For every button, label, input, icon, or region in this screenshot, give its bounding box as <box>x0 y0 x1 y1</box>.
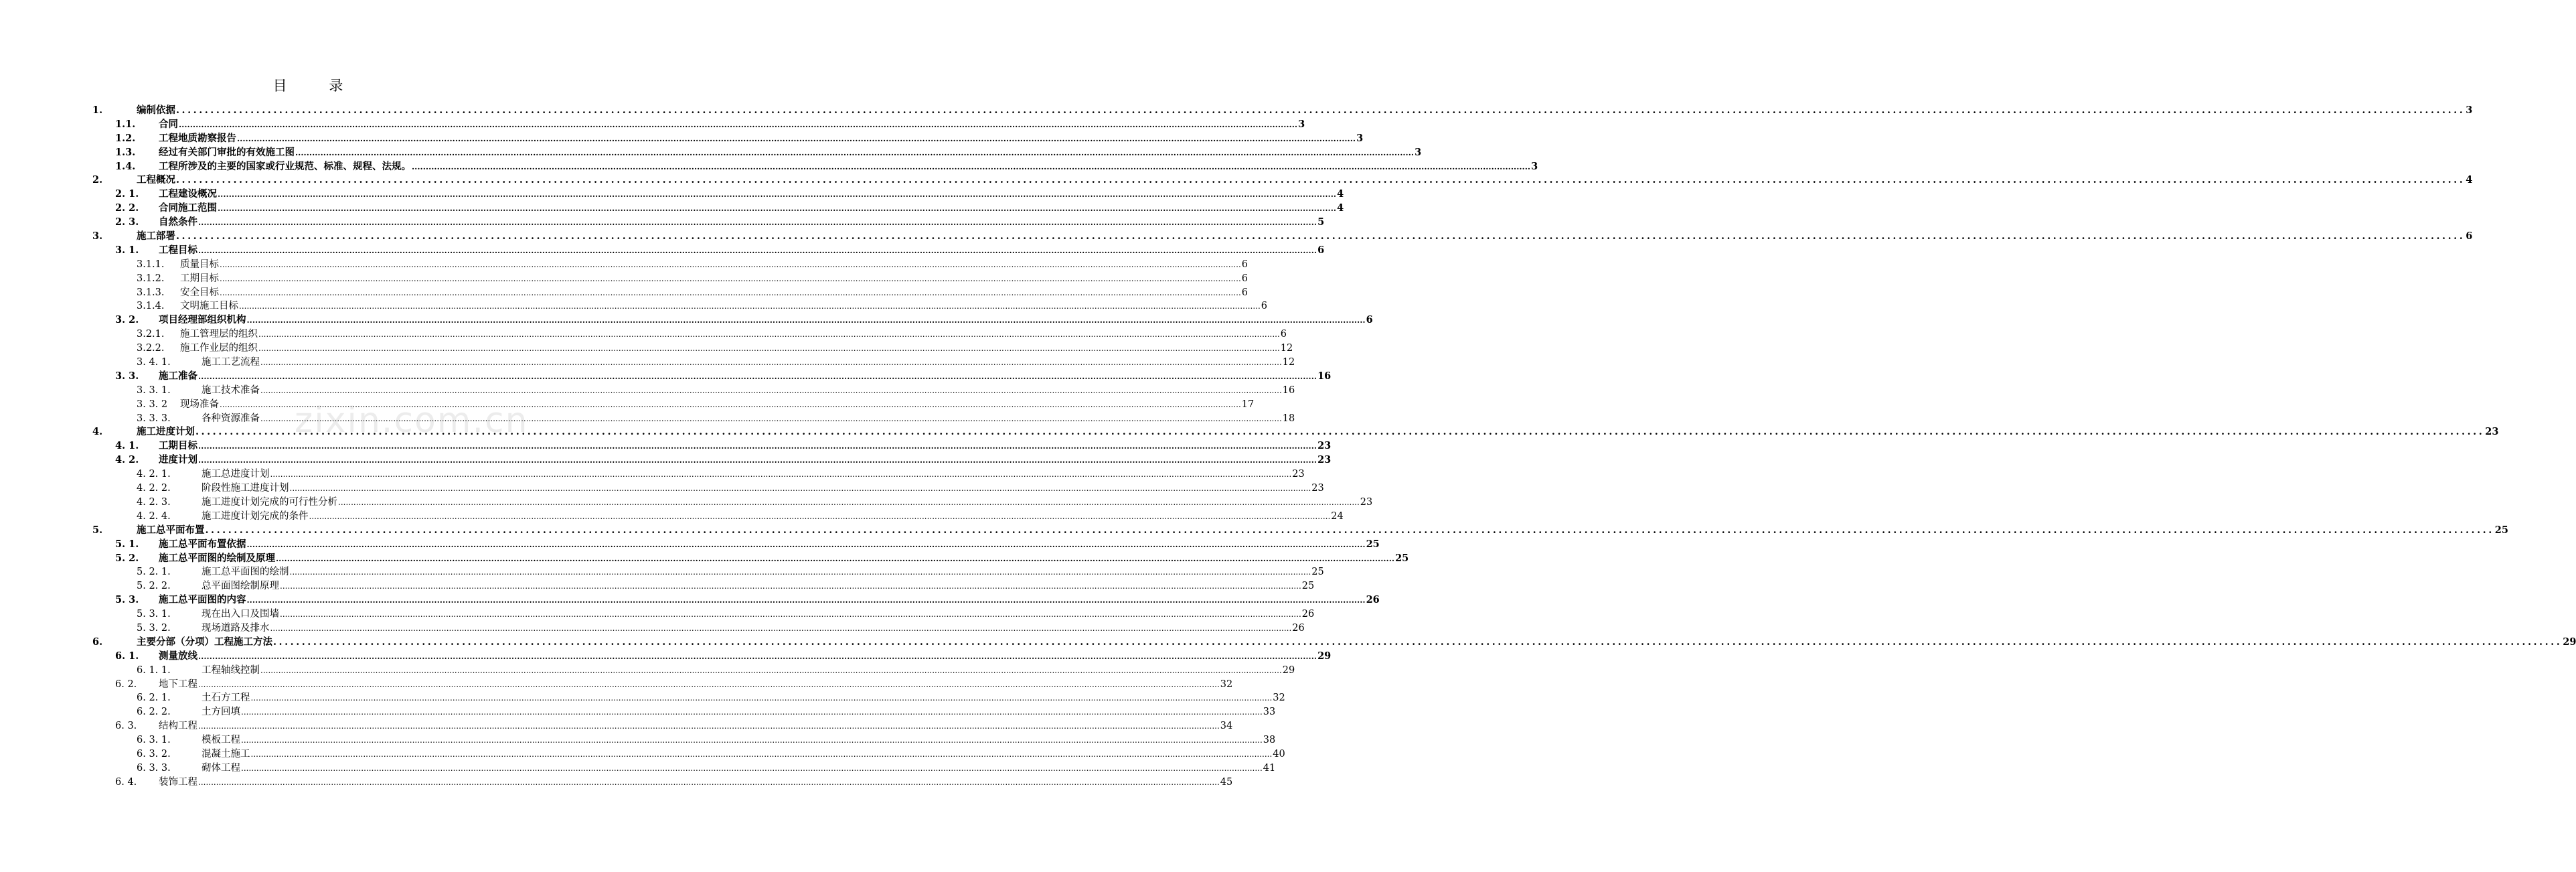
toc-entry-label: 施工总平面图的绘制 <box>202 567 289 578</box>
toc-entry-label: 地下工程 <box>159 678 197 690</box>
toc-dot-leader: ................................................................................................................................................................................................................................................................................................................................................................................................................ <box>289 484 1311 494</box>
toc-dot-leader: ................................................................................................................................................................................................................................................................................................................................................................................................................ <box>260 385 1282 395</box>
toc-entry-line <box>159 650 1332 664</box>
toc-entry-page: 12 <box>1282 357 1295 368</box>
toc-entry-line <box>159 160 1538 174</box>
toc-entry-number: 5. 3. 1. <box>137 609 171 620</box>
toc-entry-page: 5 <box>1317 216 1325 228</box>
toc-entry-line <box>159 370 1332 384</box>
toc-entry[interactable] <box>92 244 1325 258</box>
toc-entry-page: 3 <box>2466 104 2473 116</box>
toc-dot-leader: ................................................................................................................................................................................................................................................................................................................................................................................................................ <box>198 441 1317 451</box>
toc-entry[interactable] <box>92 593 1380 607</box>
toc-entry-page: 23 <box>1311 483 1324 494</box>
toc-entry[interactable] <box>92 705 1276 719</box>
toc-entry-page: 29 <box>1282 664 1295 676</box>
toc-entry[interactable] <box>92 678 1233 692</box>
toc-entry[interactable] <box>92 356 1295 370</box>
toc-entry-line <box>202 761 1276 776</box>
toc-entry-number: 4. 2. 3. <box>137 496 171 508</box>
toc-entry[interactable] <box>92 691 1285 705</box>
toc-dot-leader: ................................................................................................................................................................................................................................................................................................................................................................................................................ <box>237 133 1356 143</box>
toc-entry-label: 现场准备 <box>180 398 219 410</box>
toc-entry-line <box>159 132 1364 146</box>
toc-dot-leader: ................................................................................................................................................................................................................................................................................................................................................................................................................ <box>198 218 1317 228</box>
toc-entry-label: 施工部署 <box>137 230 175 242</box>
toc-entry-page: 6 <box>1366 314 1373 326</box>
toc-dot-leader: ................................................................................................................................................................................................................................................................................................................................................................................................................ <box>198 455 1317 465</box>
toc-entry[interactable] <box>92 733 1276 747</box>
toc-entry-page: 23 <box>1317 440 1332 452</box>
toc-entry-line <box>202 607 1315 622</box>
toc-entry[interactable] <box>92 160 1538 174</box>
toc-entry-line <box>202 733 1276 747</box>
toc-entry[interactable] <box>92 173 2473 188</box>
toc-entry-label: 工期目标 <box>180 273 219 284</box>
toc-entry[interactable] <box>92 188 1344 202</box>
toc-dot-leader: ................................................................................................................................................................................................................................................................................................................................................................................................................ <box>218 204 1337 214</box>
toc-entry[interactable] <box>92 216 1325 230</box>
toc-dot-leader: ................................................................................................................................................................................................................................................................................................................................................................................................................ <box>218 190 1337 200</box>
toc-entry-number: 6. 2. <box>115 678 137 690</box>
toc-entry-label: 施工工艺流程 <box>202 357 260 368</box>
toc-entry[interactable] <box>92 496 1373 510</box>
toc-entry-page: 16 <box>1317 370 1332 382</box>
toc-entry[interactable] <box>92 146 1422 160</box>
toc-entry-line <box>159 453 1332 467</box>
toc-entry-label: 现在出入口及围墙 <box>202 609 279 620</box>
toc-entry-number: 4. 2. <box>115 454 139 466</box>
toc-entry-line <box>202 467 1305 482</box>
toc-entry-page: 25 <box>1395 552 1409 564</box>
toc-entry-number: 3. 3. 1. <box>137 384 171 396</box>
toc-entry-line <box>159 146 1422 160</box>
toc-entry-line <box>159 202 1344 216</box>
toc-entry[interactable] <box>92 118 1305 132</box>
toc-dot-leader: ................................................................................................................................................................................................................................................................................................................................................................................................................ <box>198 679 1220 689</box>
toc-entry-page: 16 <box>1282 384 1295 396</box>
toc-entry[interactable] <box>92 579 1315 593</box>
toc-entry-number: 3.1.2. <box>137 273 165 284</box>
toc-entry[interactable] <box>92 510 1344 524</box>
toc-entry-page: 34 <box>1220 721 1233 732</box>
toc-entry[interactable] <box>92 132 1364 146</box>
toc-entry-label: 质量目标 <box>180 259 219 270</box>
toc-entry-number: 6. <box>92 636 103 648</box>
toc-entry-page: 25 <box>1301 581 1315 592</box>
toc-entry[interactable] <box>92 664 1295 678</box>
toc-dot-leader: ................................................................................................................................................................................................................................................................................................................................................................................................................ <box>270 469 1292 480</box>
toc-entry-number: 3.1.1. <box>137 259 165 270</box>
toc-entry[interactable] <box>92 286 1249 300</box>
table-of-contents <box>92 104 2576 790</box>
toc-entry-label: 现场道路及排水 <box>202 622 270 634</box>
toc-entry-line <box>159 552 1409 566</box>
toc-entry-page: 38 <box>1263 735 1276 746</box>
toc-dot-leader: ................................................................................................................................................................................................................................................................................................................................................................................................................ <box>273 636 2563 648</box>
toc-dot-leader: ................................................................................................................................................................................................................................................................................................................................................................................................................ <box>198 245 1317 255</box>
toc-entry-page: 25 <box>1311 567 1324 578</box>
toc-entry-label: 施工作业层的组织 <box>180 343 258 354</box>
toc-entry-label: 施工管理层的组织 <box>180 329 258 340</box>
toc-entry-number: 3. 3. 2 <box>137 398 168 410</box>
toc-entry-page: 26 <box>1292 622 1305 634</box>
toc-entry-line <box>202 356 1295 370</box>
toc-entry-page: 6 <box>1317 244 1325 256</box>
toc-entry-label: 工程轴线控制 <box>202 664 260 676</box>
toc-entry[interactable] <box>92 370 1332 384</box>
toc-dot-leader: ................................................................................................................................................................................................................................................................................................................................................................................................................ <box>412 161 1531 171</box>
toc-entry-number: 3. 3. 3. <box>137 413 171 424</box>
toc-dot-leader: ................................................................................................................................................................................................................................................................................................................................................................................................................ <box>280 609 1301 620</box>
toc-dot-leader: ................................................................................................................................................................................................................................................................................................................................................................................................................ <box>258 330 1280 340</box>
toc-entry-page: 3 <box>1356 132 1364 144</box>
toc-entry-line <box>202 565 1324 579</box>
toc-dot-leader: ................................................................................................................................................................................................................................................................................................................................................................................................................ <box>220 273 1241 283</box>
toc-entry-line <box>137 636 2576 650</box>
toc-entry-line <box>180 272 1249 286</box>
toc-entry-label: 施工技术准备 <box>202 384 260 396</box>
toc-entry-label: 施工总平面图的内容 <box>159 594 246 606</box>
toc-entry-label: 混凝土施工 <box>202 748 250 759</box>
toc-entry-number: 4. 2. 1. <box>137 469 171 480</box>
toc-entry-line <box>202 579 1315 593</box>
toc-entry-label: 模板工程 <box>202 735 240 746</box>
toc-entry-line <box>159 776 1233 790</box>
toc-entry-page: 40 <box>1273 748 1285 759</box>
toc-entry-number: 3. 2. <box>115 314 139 326</box>
toc-entry[interactable] <box>92 747 1285 761</box>
toc-dot-leader: ................................................................................................................................................................................................................................................................................................................................................................................................................ <box>276 553 1395 563</box>
toc-entry-page: 23 <box>1317 454 1332 466</box>
toc-entry-label: 进度计划 <box>159 454 197 466</box>
toc-entry-number: 5. <box>92 524 103 536</box>
toc-entry[interactable] <box>92 482 1324 496</box>
toc-dot-leader: ................................................................................................................................................................................................................................................................................................................................................................................................................ <box>246 595 1366 605</box>
toc-entry-number: 3. 4. 1. <box>137 357 171 368</box>
toc-dot-leader: ................................................................................................................................................................................................................................................................................................................................................................................................................ <box>198 721 1220 731</box>
toc-dot-leader: ................................................................................................................................................................................................................................................................................................................................................................................................................ <box>338 497 1360 507</box>
toc-entry-page: 6 <box>2466 230 2473 242</box>
toc-entry-number: 5. 2. 1. <box>137 567 171 578</box>
toc-dot-leader: ................................................................................................................................................................................................................................................................................................................................................................................................................ <box>176 230 2466 242</box>
toc-entry-line <box>137 524 2508 538</box>
toc-dot-leader: ................................................................................................................................................................................................................................................................................................................................................................................................................ <box>239 301 1261 311</box>
toc-entry-label: 经过有关部门审批的有效施工图 <box>159 146 295 158</box>
toc-entry-label: 各种资源准备 <box>202 413 260 424</box>
toc-dot-leader: ................................................................................................................................................................................................................................................................................................................................................................................................................ <box>176 174 2466 186</box>
toc-entry-number: 1.4. <box>115 160 136 172</box>
toc-dot-leader: ................................................................................................................................................................................................................................................................................................................................................................................................................ <box>198 371 1317 381</box>
toc-entry-number: 6. 2. 2. <box>137 707 171 718</box>
toc-entry-label: 阶段性施工进度计划 <box>202 483 289 494</box>
toc-entry-label: 工期目标 <box>159 440 197 452</box>
toc-entry[interactable] <box>92 650 1332 664</box>
toc-entry-number: 6. 4. <box>115 776 137 788</box>
toc-entry-number: 6. 3. 1. <box>137 735 171 746</box>
toc-entry-number: 4. 2. 2. <box>137 483 171 494</box>
toc-entry-line <box>202 384 1295 398</box>
toc-dot-leader: ................................................................................................................................................................................................................................................................................................................................................................................................................ <box>260 665 1282 675</box>
toc-entry-label: 测量放线 <box>159 650 197 662</box>
toc-entry-number: 2. 3. <box>115 216 139 228</box>
toc-entry-number: 6. 3. 3. <box>137 762 171 774</box>
toc-entry-label: 工程概况 <box>137 174 175 186</box>
toc-entry[interactable] <box>92 719 1233 733</box>
toc-entry-label: 工程所涉及的主要的国家或行业规范、标准、规程、法规。 <box>159 160 411 172</box>
toc-entry-line <box>180 299 1268 313</box>
toc-dot-leader: ................................................................................................................................................................................................................................................................................................................................................................................................................ <box>258 344 1280 354</box>
toc-entry-number: 3. 1. <box>115 244 139 256</box>
toc-entry-page: 12 <box>1280 343 1293 354</box>
toc-entry[interactable] <box>92 552 1409 566</box>
toc-dot-leader: ................................................................................................................................................................................................................................................................................................................................................................................................................ <box>260 413 1282 423</box>
toc-entry-label: 工程目标 <box>159 244 197 256</box>
toc-entry-line <box>202 691 1285 705</box>
toc-entry-page: 29 <box>2563 636 2576 648</box>
toc-entry-label: 砌体工程 <box>202 762 240 774</box>
toc-entry-label: 施工总进度计划 <box>202 469 270 480</box>
toc-entry-label: 工程地质勘察报告 <box>159 132 236 144</box>
toc-entry-number: 2. 1. <box>115 188 139 200</box>
toc-entry-line <box>137 230 2473 244</box>
toc-entry-page: 33 <box>1263 707 1276 718</box>
toc-entry-line <box>159 719 1233 733</box>
toc-entry[interactable] <box>92 524 2508 538</box>
toc-entry-line <box>159 313 1373 328</box>
toc-entry-number: 3.2.2. <box>137 343 165 354</box>
toc-entry-line <box>202 496 1373 510</box>
toc-entry-page: 3 <box>1415 146 1422 158</box>
toc-dot-leader: ................................................................................................................................................................................................................................................................................................................................................................................................................ <box>198 777 1220 787</box>
toc-entry-page: 4 <box>1337 188 1344 200</box>
toc-entry-label: 编制依据 <box>137 104 175 116</box>
toc-entry-number: 1.1. <box>115 118 136 130</box>
toc-entry[interactable] <box>92 607 1315 622</box>
toc-entry-line <box>202 664 1295 678</box>
toc-entry[interactable] <box>92 636 2576 650</box>
toc-entry-number: 1.2. <box>115 132 136 144</box>
toc-entry-label: 项目经理部组织机构 <box>159 314 246 326</box>
toc-entry-page: 25 <box>1366 538 1380 550</box>
toc-entry-label: 文明施工目标 <box>180 301 238 312</box>
toc-entry-line <box>202 622 1305 636</box>
toc-entry[interactable] <box>92 776 1233 790</box>
toc-entry-label: 施工准备 <box>159 370 197 382</box>
toc-entry-page: 3 <box>1298 118 1305 130</box>
toc-entry-page: 45 <box>1220 776 1233 788</box>
toc-entry-label: 施工进度计划完成的条件 <box>202 510 309 522</box>
toc-entry[interactable] <box>92 439 1332 453</box>
toc-entry-page: 6 <box>1241 273 1249 284</box>
toc-entry-page: 41 <box>1263 762 1276 774</box>
toc-dot-leader: ................................................................................................................................................................................................................................................................................................................................................................................................................ <box>176 104 2466 116</box>
toc-entry-line <box>180 328 1287 342</box>
toc-dot-leader: ................................................................................................................................................................................................................................................................................................................................................................................................................ <box>250 693 1273 703</box>
toc-entry-number: 6. 3. 2. <box>137 748 171 759</box>
toc-entry-line <box>180 286 1249 300</box>
toc-entry[interactable] <box>92 104 2473 118</box>
toc-entry-page: 32 <box>1273 693 1285 704</box>
toc-entry-label: 施工进度计划完成的可行性分析 <box>202 496 337 508</box>
toc-entry-number: 2. <box>92 174 103 186</box>
toc-entry-number: 5. 3. 2. <box>137 622 171 634</box>
toc-entry-line <box>159 439 1332 453</box>
toc-dot-leader: ................................................................................................................................................................................................................................................................................................................................................................................................................ <box>289 567 1311 577</box>
toc-entry-page: 4 <box>1337 202 1344 214</box>
toc-dot-leader: ................................................................................................................................................................................................................................................................................................................................................................................................................ <box>270 623 1292 633</box>
toc-dot-leader: ................................................................................................................................................................................................................................................................................................................................................................................................................ <box>260 358 1282 368</box>
toc-entry-number: 3.1.4. <box>137 301 165 312</box>
toc-entry-label: 施工总平面布置 <box>137 524 205 536</box>
toc-entry-number: 5. 1. <box>115 538 139 550</box>
toc-dot-leader: ................................................................................................................................................................................................................................................................................................................................................................................................................ <box>241 763 1263 773</box>
toc-entry-page: 23 <box>2485 426 2499 438</box>
toc-entry-page: 4 <box>2466 174 2473 186</box>
toc-entry-page: 3 <box>1531 160 1538 172</box>
toc-dot-leader: ................................................................................................................................................................................................................................................................................................................................................................................................................ <box>179 119 1298 129</box>
toc-entry-label: 主要分部（分项）工程施工方法 <box>137 636 272 648</box>
toc-entry-line <box>202 482 1324 496</box>
toc-entry[interactable] <box>92 467 1305 482</box>
toc-entry-line <box>202 747 1285 761</box>
toc-entry-line <box>137 173 2473 188</box>
toc-entry-label: 施工进度计划 <box>137 426 195 438</box>
toc-dot-leader: ................................................................................................................................................................................................................................................................................................................................................................................................................ <box>220 259 1241 269</box>
toc-entry-number: 3.1.3. <box>137 287 165 298</box>
toc-entry-page: 26 <box>1301 609 1315 620</box>
toc-entry[interactable] <box>92 384 1295 398</box>
toc-entry-label: 施工总平面图的绘制及原理 <box>159 552 275 564</box>
toc-entry-page: 6 <box>1261 301 1268 312</box>
toc-entry-line <box>137 104 2473 118</box>
toc-entry[interactable] <box>92 761 1276 776</box>
watermark: zixin.com.cn <box>295 401 529 441</box>
toc-entry-number: 4. 1. <box>115 440 139 452</box>
toc-entry-line <box>180 258 1249 272</box>
toc-dot-leader: ................................................................................................................................................................................................................................................................................................................................................................................................................ <box>280 581 1301 591</box>
toc-entry-number: 4. <box>92 426 103 438</box>
toc-entry-label: 合同施工范围 <box>159 202 217 214</box>
toc-entry-page: 26 <box>1366 594 1380 606</box>
toc-entry[interactable] <box>92 342 1293 356</box>
toc-entry-number: 2. 2. <box>115 202 139 214</box>
toc-entry-page: 6 <box>1241 287 1249 298</box>
toc-dot-leader: ................................................................................................................................................................................................................................................................................................................................................................................................................ <box>220 287 1241 297</box>
toc-entry-page: 17 <box>1241 398 1255 410</box>
toc-entry[interactable] <box>92 538 1380 552</box>
toc-dot-leader: ................................................................................................................................................................................................................................................................................................................................................................................................................ <box>241 707 1263 717</box>
toc-entry-line <box>159 216 1325 230</box>
toc-dot-leader: ................................................................................................................................................................................................................................................................................................................................................................................................................ <box>246 315 1366 325</box>
toc-entry-number: 6. 1. <box>115 650 139 662</box>
toc-entry-number: 6. 2. 1. <box>137 693 171 704</box>
toc-entry-page: 25 <box>2494 524 2508 536</box>
toc-entry-line <box>202 705 1276 719</box>
toc-entry[interactable] <box>92 565 1324 579</box>
toc-entry-page: 23 <box>1292 469 1305 480</box>
toc-entry-number: 4. 2. 4. <box>137 510 171 522</box>
toc-entry-page: 18 <box>1282 413 1295 424</box>
toc-entry-label: 施工总平面布置依据 <box>159 538 246 550</box>
toc-entry-number: 5. 2. 2. <box>137 581 171 592</box>
toc-entry[interactable] <box>92 622 1305 636</box>
toc-entry-page: 6 <box>1280 329 1287 340</box>
toc-entry[interactable] <box>92 313 1373 328</box>
toc-entry[interactable] <box>92 299 1268 313</box>
toc-dot-leader: ................................................................................................................................................................................................................................................................................................................................................................................................................ <box>295 147 1415 157</box>
toc-entry-number: 6. 1. 1. <box>137 664 171 676</box>
toc-entry-line <box>159 593 1380 607</box>
toc-entry-label: 合同 <box>159 118 178 130</box>
toc-entry-line <box>180 342 1293 356</box>
toc-entry-number: 3.2.1. <box>137 329 165 340</box>
toc-dot-leader: ................................................................................................................................................................................................................................................................................................................................................................................................................ <box>195 426 2485 438</box>
toc-entry-number: 1.3. <box>115 146 136 158</box>
toc-entry-line <box>159 244 1325 258</box>
toc-entry-page: 6 <box>1241 259 1249 270</box>
toc-entry-label: 结构工程 <box>159 721 197 732</box>
toc-entry-label: 工程建设概况 <box>159 188 217 200</box>
toc-title: 目 录 <box>272 78 362 94</box>
toc-entry[interactable] <box>92 272 1249 286</box>
toc-dot-leader: ................................................................................................................................................................................................................................................................................................................................................................................................................ <box>220 399 1241 409</box>
toc-entry-line <box>159 678 1233 692</box>
toc-entry-label: 装饰工程 <box>159 776 197 788</box>
toc-entry-number: 6. 3. <box>115 721 137 732</box>
toc-entry[interactable] <box>92 453 1332 467</box>
toc-entry-number: 5. 2. <box>115 552 139 564</box>
toc-entry-page: 32 <box>1220 678 1233 690</box>
toc-entry-page: 29 <box>1317 650 1332 662</box>
toc-entry-number: 1. <box>92 104 103 116</box>
toc-entry[interactable] <box>92 328 1287 342</box>
toc-entry-label: 总平面图绘制原理 <box>202 581 279 592</box>
toc-dot-leader: ................................................................................................................................................................................................................................................................................................................................................................................................................ <box>205 524 2494 536</box>
toc-entry-line <box>159 188 1344 202</box>
toc-entry-page: 23 <box>1360 496 1373 508</box>
toc-entry[interactable] <box>92 230 2473 244</box>
toc-entry-line <box>159 118 1305 132</box>
toc-dot-leader: ................................................................................................................................................................................................................................................................................................................................................................................................................ <box>246 539 1366 549</box>
toc-entry[interactable] <box>92 202 1344 216</box>
toc-entry-line <box>202 510 1344 524</box>
toc-dot-leader: ................................................................................................................................................................................................................................................................................................................................................................................................................ <box>198 651 1317 661</box>
toc-entry-number: 3. <box>92 230 103 242</box>
toc-dot-leader: ................................................................................................................................................................................................................................................................................................................................................................................................................ <box>309 511 1331 521</box>
toc-entry-number: 3. 3. <box>115 370 139 382</box>
toc-dot-leader: ................................................................................................................................................................................................................................................................................................................................................................................................................ <box>250 749 1273 759</box>
toc-entry-label: 自然条件 <box>159 216 197 228</box>
toc-entry-label: 土方回填 <box>202 707 240 718</box>
toc-entry-page: 24 <box>1331 510 1344 522</box>
toc-entry-number: 5. 3. <box>115 594 139 606</box>
toc-entry[interactable] <box>92 258 1249 272</box>
toc-dot-leader: ................................................................................................................................................................................................................................................................................................................................................................................................................ <box>241 735 1263 745</box>
toc-entry-line <box>159 538 1380 552</box>
toc-entry-label: 安全目标 <box>180 287 219 298</box>
toc-entry-label: 土石方工程 <box>202 693 250 704</box>
